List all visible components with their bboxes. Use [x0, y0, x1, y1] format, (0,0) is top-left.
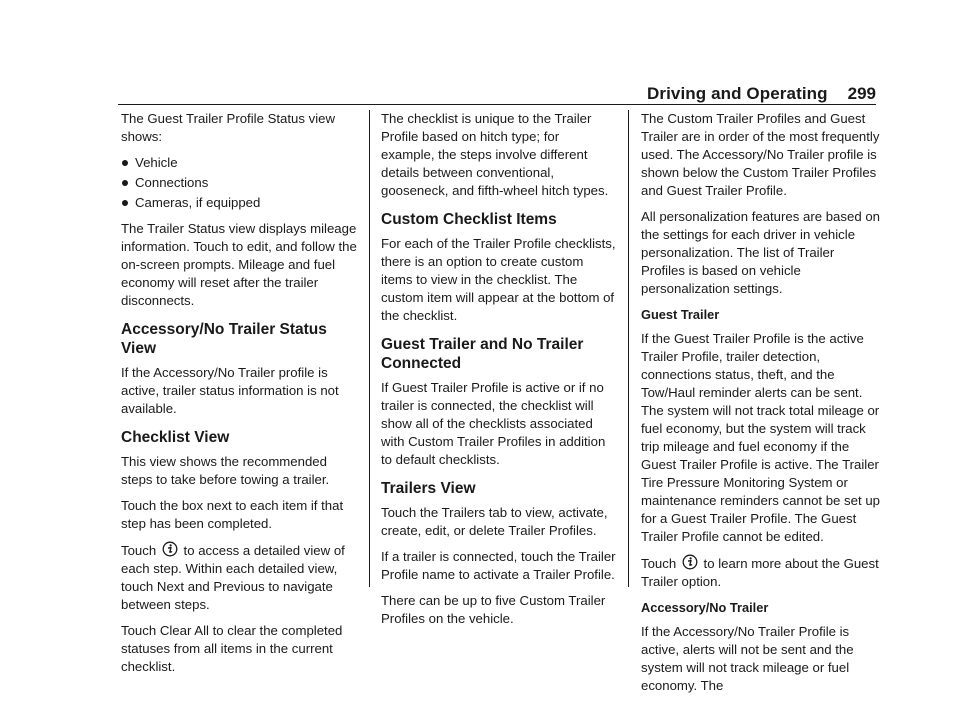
column-divider — [628, 110, 629, 587]
paragraph: Touch Clear All to clear the completed statuses from all items in the current checklist. — [121, 623, 343, 674]
paragraph: If a trailer is connected, touch the Trailer Profile name to activate a Trailer Profile. — [381, 549, 616, 582]
paragraph — [641, 554, 881, 591]
paragraph: The checklist is unique to the Trailer Profile based on hitch type; for example, the steps involve different details between conventional, gooseneck, and fifth-wheel hitch types. — [381, 111, 609, 198]
text-run: to learn more about the Guest Trailer option. — [641, 556, 879, 589]
list-item: Connections — [121, 174, 357, 192]
page-header — [647, 84, 876, 106]
page-number: 299 — [847, 84, 876, 103]
heading: Checklist View — [121, 429, 230, 446]
paragraph: For each of the Trailer Profile checklists, there is an option to create custom items to view in the checklist. The custom item will appear at the bottom of the checklist. — [381, 236, 616, 323]
header-rule — [118, 104, 876, 105]
paragraph: The Trailer Status view displays mileage information. Touch to edit, and follow the on-screen prompts. Mileage and fuel economy will reset after the trailer disconnects. — [121, 221, 357, 308]
paragraph: Touch the box next to each item if that step has been completed. — [121, 498, 344, 531]
text-run: to access a detailed view of each step. Within each detailed view, touch Next and Previous to navigate between steps. — [121, 543, 345, 612]
paragraph: If the Accessory/No Trailer Profile is active, alerts will not be sent and the system will not track mileage or fuel economy. The — [641, 624, 854, 693]
info-icon — [682, 554, 698, 570]
list-item: Cameras, if equipped — [121, 194, 357, 212]
text-run: Touch — [641, 556, 677, 571]
paragraph: If the Guest Trailer Profile is the active Trailer Profile, trailer detection, connections status, theft, and the Tow/Haul reminder alerts can be sent. The system will not track total mileage or fuel economy, but the system will track trip mileage and fuel economy if the Guest Trailer Profile is active. The Trailer Tire Pressure Monitoring System or maintenance reminders cannot be set up for a Guest Trailer Profile. The Guest Trailer Profile cannot be edited. — [641, 331, 880, 544]
column-divider — [369, 110, 370, 587]
paragraph: All personalization features are based on the settings for each driver in vehicle personalization. The list of Trailer Profiles is based on vehicle personalization settings. — [641, 209, 880, 296]
section-title: Driving and Operating — [647, 84, 828, 103]
status-list — [121, 154, 357, 212]
paragraph: There can be up to five Custom Trailer Profiles on the vehicle. — [381, 593, 606, 626]
heading: Accessory/No Trailer Status View — [121, 321, 327, 357]
subheading: Guest Trailer — [641, 307, 720, 322]
paragraph: If the Accessory/No Trailer profile is active, trailer status information is not available. — [121, 365, 339, 416]
paragraph: This view shows the recommended steps to take before towing a trailer. — [121, 454, 330, 487]
paragraph — [121, 541, 357, 614]
info-icon — [162, 541, 178, 557]
paragraph: Touch the Trailers tab to view, activate, create, edit, or delete Trailer Profiles. — [381, 505, 608, 538]
heading: Custom Checklist Items — [381, 211, 557, 228]
paragraph: If Guest Trailer Profile is active or if no trailer is connected, the checklist will show all of the checklists associated with Custom Trailer Profiles in addition to default checklists. — [381, 380, 606, 467]
list-item: Vehicle — [121, 154, 357, 172]
column-1 — [121, 110, 357, 684]
heading: Trailers View — [381, 480, 476, 497]
paragraph: The Custom Trailer Profiles and Guest Trailer are in order of the most frequently used. The Accessory/No Trailer profile is shown below the Custom Trailer Profiles and Guest Trailer Profile. — [641, 111, 880, 198]
paragraph: The Guest Trailer Profile Status view shows: — [121, 111, 336, 144]
column-2 — [381, 110, 616, 636]
text-run: Touch — [121, 543, 157, 558]
heading: Guest Trailer and No Trailer Connected — [381, 336, 584, 372]
column-3 — [641, 110, 881, 703]
subheading: Accessory/No Trailer — [641, 600, 769, 615]
